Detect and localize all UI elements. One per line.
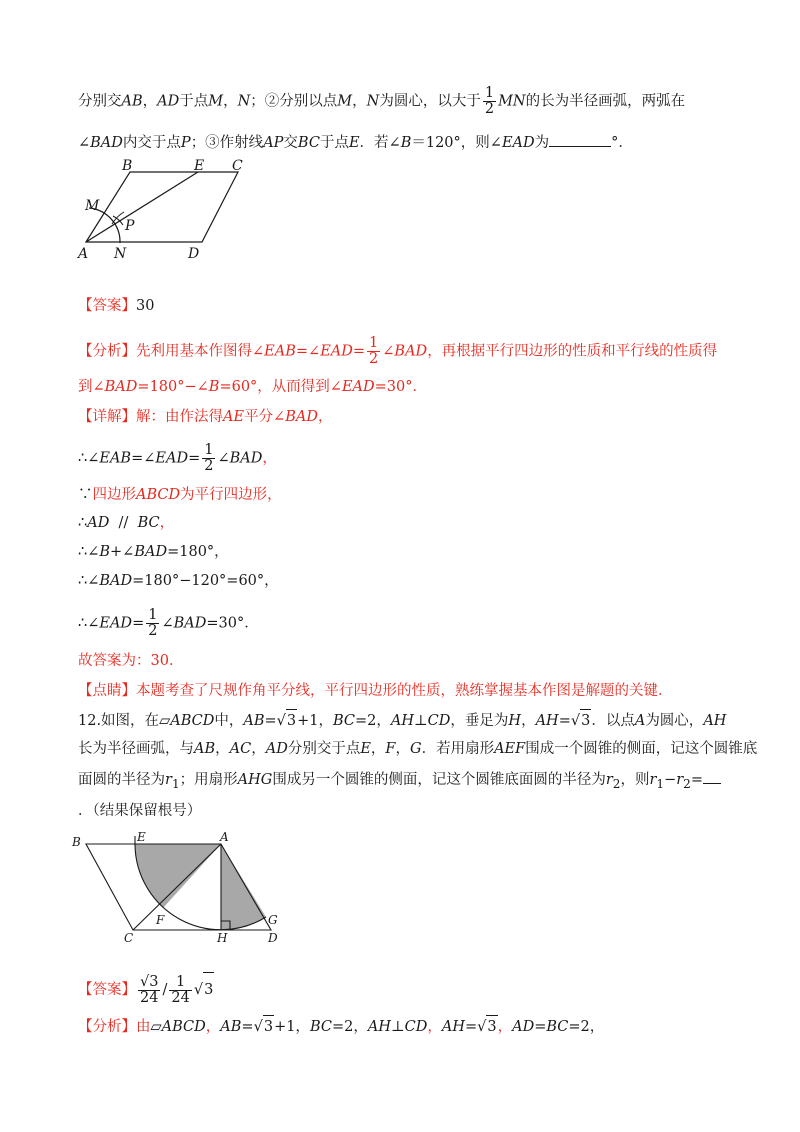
ray-ap xyxy=(86,172,198,242)
q12-answer: 【答案】 $\frac{√3}{24}$ / $\frac{1}{24}$ √3 xyxy=(78,973,214,1006)
label-d: D xyxy=(188,246,200,262)
label-a: A xyxy=(78,246,89,262)
label-g: G xyxy=(268,913,278,927)
q12-line-4: ．（结果保留根号） xyxy=(78,803,202,819)
q11-answer: 【答案】30 xyxy=(78,298,155,314)
q12-line-2: 长为半径画弧，与AB，AC，AD分别交于点E，F，G．若用扇形AEF围成一个圆锥的侧面，记这个圆锥底 xyxy=(78,741,758,757)
label-b: B xyxy=(122,158,133,174)
q11-detail-3: ∵四边形ABCD为平行四边形， xyxy=(78,487,282,503)
answer-blank xyxy=(703,783,721,784)
label-f: F xyxy=(156,913,165,927)
parallelogram-figure xyxy=(70,156,260,264)
q11-detail-4: ∴AD // BC， xyxy=(78,515,175,531)
label-a: A xyxy=(220,830,229,844)
fraction-half: $\frac{1}{2}$ xyxy=(484,85,495,117)
q11-detail-6: ∴∠BAD=180°−120°=60°， xyxy=(78,573,279,589)
label-e: E xyxy=(194,158,205,174)
answer-blank xyxy=(549,146,611,147)
label-d: D xyxy=(268,931,278,945)
q11-detail-7: ∴∠EAD= $\frac{1}{2}$ ∠BAD=30°． xyxy=(78,607,259,639)
q11-detail-2: ∴∠EAB=∠EAD= $\frac{1}{2}$ ∠BAD， xyxy=(78,442,277,474)
sector-ahg xyxy=(221,844,266,930)
label-c: C xyxy=(232,158,243,174)
label-m: M xyxy=(85,198,100,214)
q11-detail-1: 【详解】解：由作法得AE平分∠BAD， xyxy=(78,409,333,425)
q11-analysis-2: 到∠BAD=180°−∠B=60°，从而得到∠EAD=30°． xyxy=(78,379,427,395)
parallelogram-abcd xyxy=(86,172,238,242)
q12-line-3: 面圆的半径为$r_1$；用扇形AHG围成另一个圆锥的侧面，记这个圆锥底面圆的半径为$r_2$，则$r_1-r_2=$ xyxy=(78,769,721,795)
label-c: C xyxy=(124,931,134,945)
label-e: E xyxy=(137,830,146,844)
q11-line-1: 分别交AB，AD于点M，N；②分别以点M，N为圆心，以大于 $\frac{1}{2}$ MN的长为半径画弧，两弧在 xyxy=(78,85,686,117)
q11-analysis-1: 【分析】先利用基本作图得∠EAB=∠EAD= $\frac{1}{2}$ ∠BAD，再根据平行四边形的性质和平行线的性质得 xyxy=(78,335,718,367)
q11-review: 【点睛】本题考查了尺规作角平分线，平行四边形的性质，熟练掌握基本作图是解题的关键． xyxy=(78,683,673,699)
q12-line-1: 12.如图，在▱ABCD中，AB=√3+1，BC=2，AH⊥CD，垂足为H，AH=√3．以点A为圆心，AH xyxy=(78,709,726,732)
q12-figure xyxy=(70,828,288,948)
label-b: B xyxy=(72,835,81,849)
label-n: N xyxy=(114,246,127,262)
q11-final-answer: 故答案为：30． xyxy=(78,653,184,669)
q11-detail-5: ∴∠B+∠BAD=180°， xyxy=(78,544,229,560)
label-p: P xyxy=(125,218,135,234)
q11-line-2: ∠BAD内交于点P；③作射线AP交BC于点E．若∠B＝120°，则∠EAD为 °． xyxy=(78,135,633,151)
sector-aef xyxy=(135,844,221,908)
q12-analysis-1: 【分析】由▱ABCD，AB=√3+1，BC=2，AH⊥CD，AH=√3，AD=BC=2， xyxy=(78,1015,604,1038)
label-h: H xyxy=(217,931,228,945)
